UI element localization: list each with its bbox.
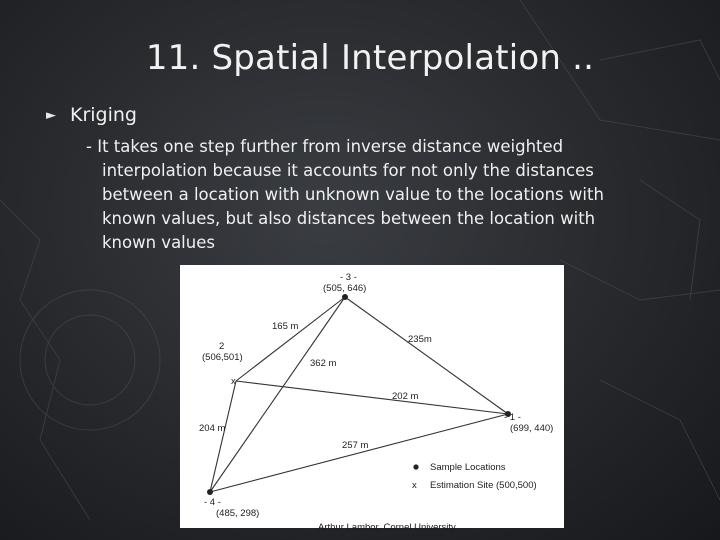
point-3-id: - 3 - — [340, 272, 357, 283]
distance-label: 362 m — [310, 358, 337, 369]
distance-label: 202 m — [392, 391, 419, 402]
distance-label: 235m — [408, 334, 432, 345]
point-2-id: 2 — [219, 341, 225, 352]
distance-label: 165 m — [272, 321, 299, 332]
body-line: - It takes one step further from inverse distance weighted — [86, 137, 564, 156]
body-line: interpolation because it accounts for not only the distances — [102, 161, 594, 180]
legend-estimation-label: Estimation Site (500,500) — [430, 480, 537, 491]
point-1-id: - 1 - — [504, 412, 521, 423]
bullet-arrow-icon: ► — [46, 107, 56, 123]
legend-sample-label: Sample Locations — [430, 462, 506, 473]
point-1-coord: (699, 440) — [510, 423, 554, 434]
legend-estimation-marker: x — [412, 480, 417, 491]
body-paragraph — [86, 135, 666, 255]
bullet-kriging — [46, 104, 137, 126]
point-4-id: - 4 - — [204, 497, 221, 508]
edge-x-4 — [210, 381, 236, 492]
point-3-coord: (505, 646) — [323, 283, 367, 294]
distance-label: 257 m — [342, 440, 369, 451]
distance-label: 204 m — [199, 423, 226, 434]
edge-x-1 — [236, 381, 508, 414]
point-4-marker — [207, 489, 213, 495]
body-line: known values — [102, 233, 215, 252]
legend-sample-marker — [413, 464, 418, 469]
edge-3-1 — [345, 297, 508, 414]
estimation-marker: x — [231, 376, 236, 387]
bullet-label: Kriging — [70, 104, 137, 126]
point-4-coord: (485, 298) — [216, 508, 260, 519]
image-credit: Arthur Lambor, Cornel University — [318, 522, 456, 533]
diagram-svg — [180, 265, 564, 528]
slide-title: 11. Spatial Interpolation .. — [145, 38, 595, 78]
kriging-diagram — [180, 265, 564, 528]
body-line: between a location with unknown value to the locations with — [102, 185, 604, 204]
point-2-coord: (506,501) — [202, 352, 243, 363]
body-line: known values, but also distances between the location with — [102, 209, 596, 228]
point-3-marker — [342, 294, 348, 300]
